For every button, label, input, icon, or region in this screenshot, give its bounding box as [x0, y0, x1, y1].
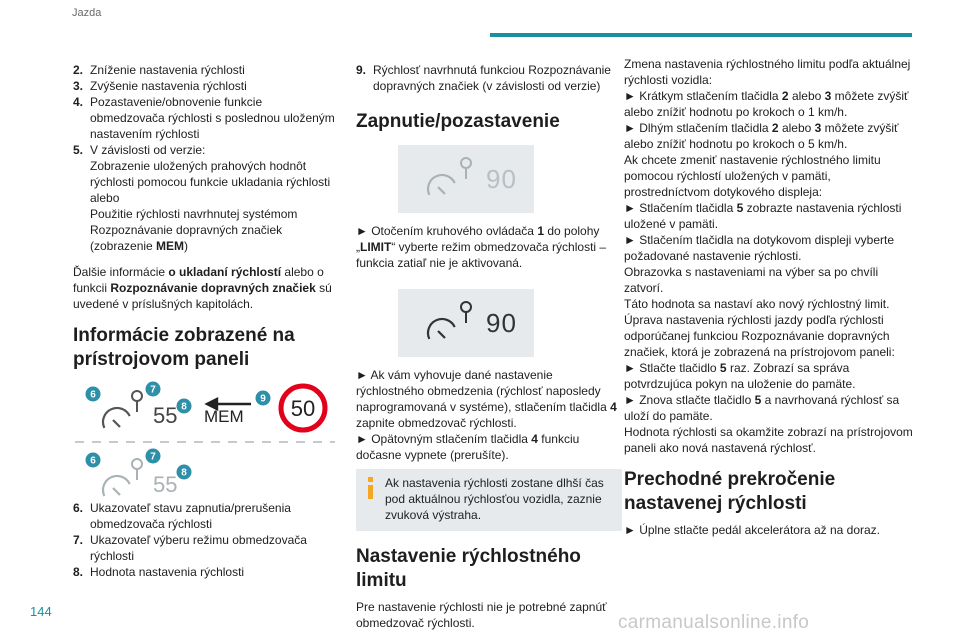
section-heading: Nastavenie rýchlostného limitu — [356, 546, 581, 591]
column-1 — [73, 62, 339, 580]
set-speed-value: 90 — [486, 308, 517, 338]
callout-label: 7 — [150, 384, 156, 396]
paragraph: ► Znova stlačte tlačidlo 5 a navrhovaná rýchlosť sa uloží do pamäte. — [624, 393, 900, 423]
paragraph: Táto hodnota sa nastaví ako nový rýchlostný limit. — [624, 297, 890, 311]
paragraph: ► Stlačte tlačidlo 5 raz. Zobrazí sa správa potvrdzujúca pokyn na uloženie do pamäte. — [624, 361, 856, 391]
speedometer-icon — [424, 170, 455, 195]
set-speed-value: 55 — [153, 403, 178, 428]
list-item: 5. V závislosti od verzie: Zobrazenie uložených prahových hodnôt rýchlosti pomocou funkcie ukladania rýchlosti alebo Použitie rýchlosti navrhnutej systémom Rozpoznávanie dopravných značiek (zobrazenie MEM) — [73, 143, 331, 253]
list-item: 3. Zvýšenie nastavenia rýchlosti — [73, 79, 247, 93]
info-box: Ak nastavenia rýchlosti zostane dlhší čas pod aktuálnou rýchlosťou vozidla, zaznie zvuková výstraha. — [356, 469, 622, 531]
callout-label: 6 — [90, 389, 96, 401]
page-number: 144 — [30, 604, 52, 619]
column-3 — [624, 56, 914, 538]
paragraph: ► Otočením kruhového ovládača 1 do polohy „LIMIT“ vyberte režim obmedzovača rýchlosti – funkcia zatiaľ nie je aktivovaná. — [356, 224, 607, 270]
speed-limiter-paused-display — [398, 145, 534, 213]
paragraph: ► Opätovným stlačením tlačidla 4 funkciu dočasne vypnete (prerušíte). — [356, 432, 580, 462]
paragraph: Obrazovka s nastaveniami na výber sa po chvíli zatvorí. — [624, 265, 879, 295]
list-item: 6. Ukazovateľ stavu zapnutia/prerušenia obmedzovača rýchlosti — [73, 501, 291, 531]
header-accent-bar — [490, 33, 912, 37]
column-2 — [356, 62, 622, 631]
speedometer-icon — [98, 471, 129, 496]
limit-pin-icon — [132, 459, 142, 480]
paragraph: Úprava nastavenia rýchlosti jazdy podľa rýchlosti odporúčanej funkciou Rozpoznávanie dopravných značiek, ktorá je zobrazená na prístrojovom paneli: — [624, 313, 895, 359]
paragraph: ► Ak vám vyhovuje dané nastavenie rýchlostného obmedzenia (rýchlosť naposledy naprogramovaná v systéme), stlačením tlačidla 4 zapnite obmedzovač rýchlosti. — [356, 368, 617, 430]
set-speed-value: 55 — [153, 472, 178, 497]
paragraph: ► Stlačením tlačidla 5 zobrazte nastavenia rýchlosti uložené v pamäti. — [624, 201, 902, 231]
limit-value: 50 — [290, 396, 316, 421]
speedometer-icon — [424, 314, 455, 339]
list-item: 9. Rýchlosť navrhnutá funkciou Rozpoznávanie dopravných značiek (v závislosti od verzie) — [356, 63, 611, 93]
instrument-panel-diagram — [73, 380, 339, 496]
callout-label: 8 — [181, 467, 187, 479]
paragraph: ► Dlhým stlačením tlačidla 2 alebo 3 môžete zvýšiť alebo znížiť hodnotu po krokoch o 5 km/h. — [624, 121, 899, 151]
paragraph: Ak chcete zmeniť nastavenie rýchlostného limitu pomocou rýchlostí uložených v pamäti, prostredníctvom dotykového displeja: — [624, 153, 881, 199]
info-icon — [368, 477, 373, 499]
section-heading: Informácie zobrazené na prístrojovom paneli — [73, 325, 295, 370]
list-item: 2. Zníženie nastavenia rýchlosti — [73, 63, 245, 77]
list-item: 7. Ukazovateľ výberu režimu obmedzovača rýchlosti — [73, 533, 307, 563]
paragraph: Hodnota rýchlosti sa okamžite zobrazí na prístrojovom paneli ako nová nastavená rýchlosť. — [624, 425, 913, 455]
limit-pin-icon — [132, 391, 142, 412]
callout-label: 6 — [90, 455, 96, 467]
list-item: 4. Pozastavenie/obnovenie funkcie obmedzovača rýchlosti s poslednou uloženým nastavením rýchlosti — [73, 95, 335, 141]
mem-label: MEM — [204, 407, 244, 426]
speedometer-icon — [98, 403, 129, 428]
paragraph: ► Úplne stlačte pedál akcelerátora až na doraz. — [624, 523, 881, 537]
paragraph: Zmena nastavenia rýchlostného limitu podľa aktuálnej rýchlosti vozidla: — [624, 57, 911, 87]
speed-limiter-active-display — [398, 289, 534, 357]
legend-list-bottom — [73, 500, 339, 580]
paragraph: ► Krátkym stlačením tlačidla 2 alebo 3 môžete zvýšiť alebo znížiť hodnotu po krokoch o 1 km/h. — [624, 89, 909, 119]
more-info-paragraph: Ďalšie informácie o ukladaní rýchlostí alebo o funkcii Rozpoznávanie dopravných značiek sú uvedené v príslušných kapitolách. — [73, 265, 332, 311]
section-heading: Zapnutie/pozastavenie — [356, 111, 560, 132]
limit-pin-icon — [461, 158, 471, 179]
paragraph: ► Stlačením tlačidla na dotykovom displeji vyberte požadované nastavenie rýchlosti. — [624, 233, 894, 263]
callout-label: 9 — [260, 393, 266, 405]
callout-label: 8 — [181, 401, 187, 413]
legend-list-top — [73, 62, 339, 254]
watermark: carmanualsonline.info — [618, 612, 810, 633]
paragraph: Pre nastavenie rýchlosti nie je potrebné zapnúť obmedzovač rýchlosti. — [356, 600, 607, 630]
limit-pin-icon — [461, 302, 471, 323]
running-header: Jazda — [72, 7, 102, 19]
set-speed-value: 90 — [486, 164, 517, 194]
section-heading: Prechodné prekročenie nastavenej rýchlosti — [624, 469, 836, 514]
list-item: 8. Hodnota nastavenia rýchlosti — [73, 565, 245, 579]
legend-list-9 — [356, 62, 622, 94]
callout-label: 7 — [150, 451, 156, 463]
